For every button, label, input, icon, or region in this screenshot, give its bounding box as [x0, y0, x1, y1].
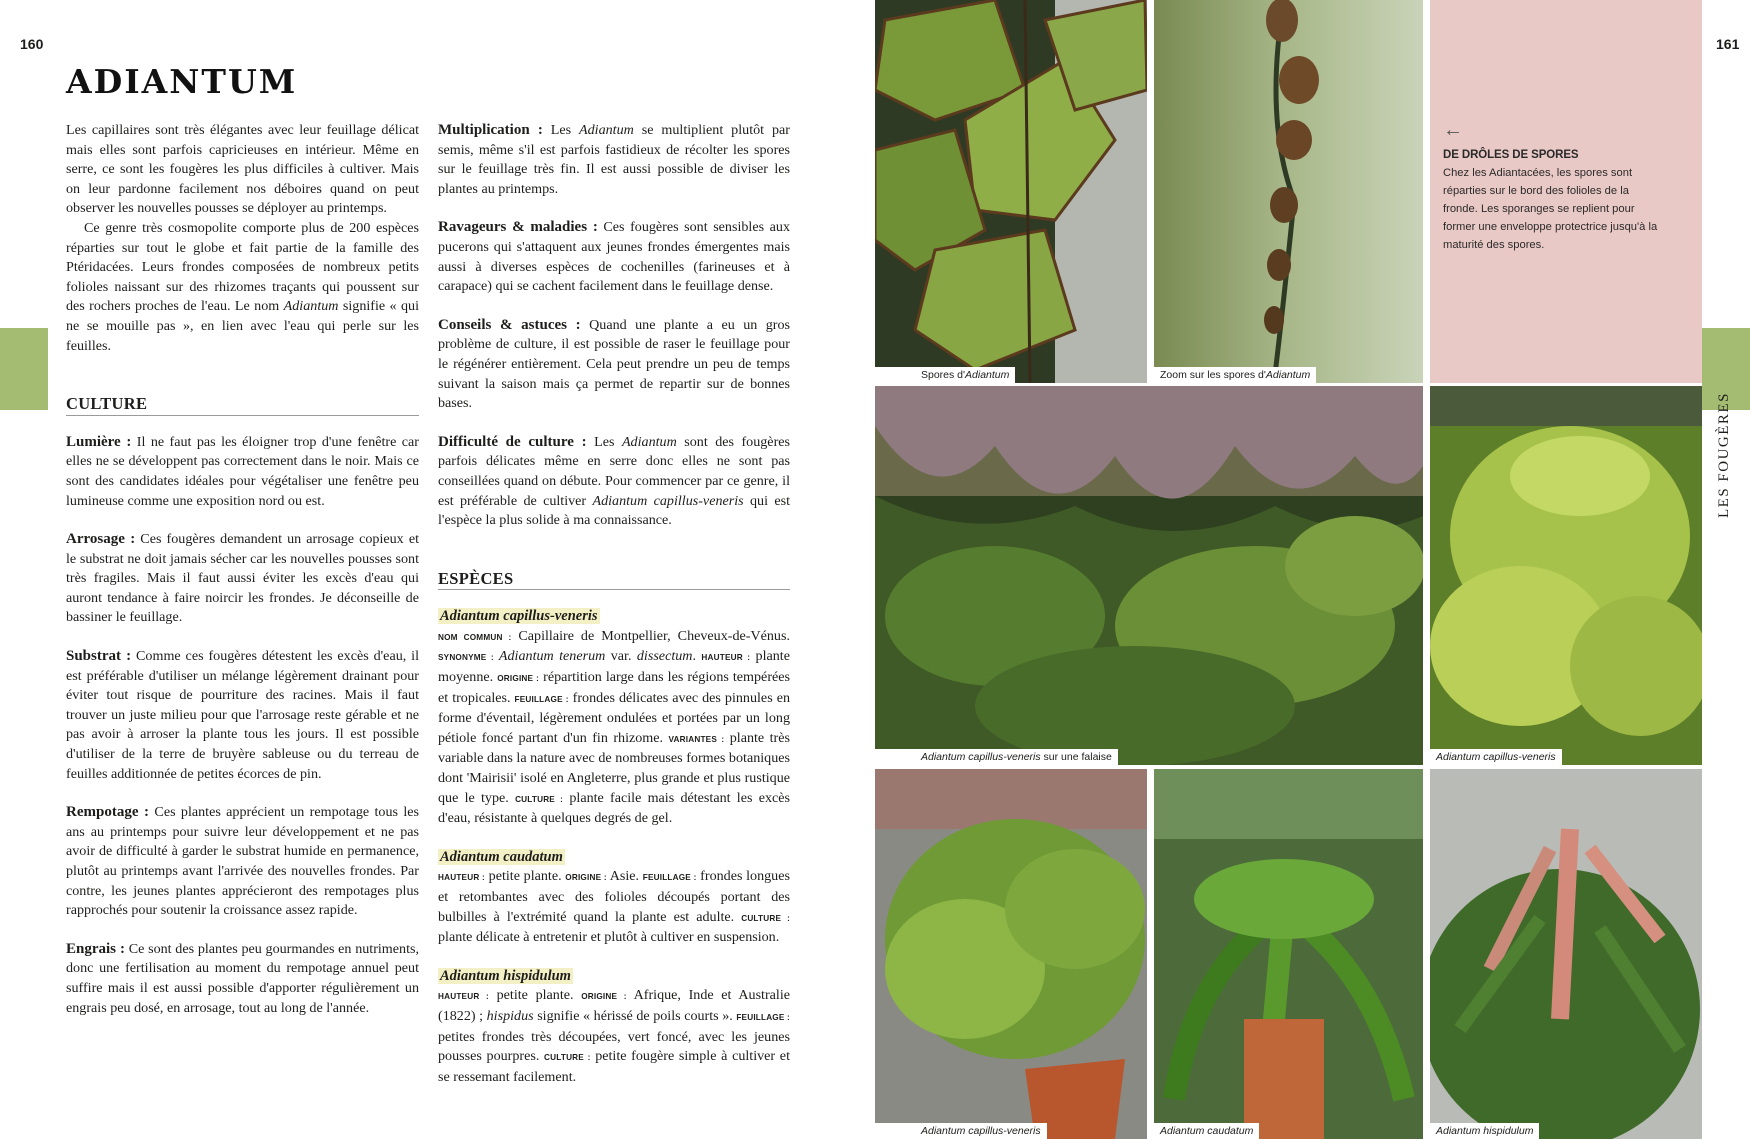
species-name: Adiantum hispidulum	[440, 967, 571, 984]
difficulte-text-c: qui est l'espèce la plus solide à ma connaissance.	[438, 492, 790, 529]
field-value: .	[692, 648, 702, 665]
photo-spores-zoom	[1154, 0, 1423, 383]
photo-cliff	[875, 386, 1423, 765]
middle-column	[438, 121, 790, 1087]
substrat-paragraph	[66, 647, 419, 784]
caption-species: Adiantum capillus-veneris	[1436, 751, 1556, 763]
page-title: ADIANTUM	[66, 62, 298, 101]
photo-capillus-veneris-2-image	[875, 769, 1147, 1139]
caption-genus: Adiantum	[1265, 369, 1311, 381]
field-label: FEUILLAGE :	[736, 1012, 790, 1022]
lumiere-paragraph	[66, 433, 419, 511]
field-value: plante délicate à entretenir et plutôt à cultiver en suspension.	[438, 929, 780, 946]
field-value: plante moyenne.	[438, 648, 790, 686]
ravageurs-label: Ravageurs & maladies :	[438, 219, 598, 236]
species-description	[438, 627, 790, 829]
field-label: HAUTEUR :	[438, 992, 489, 1002]
photo-spores-image	[875, 0, 1147, 383]
field-value: petite plante.	[488, 987, 582, 1004]
field-label: CULTURE :	[544, 1053, 591, 1063]
page-number-left: 160	[20, 36, 44, 52]
arrow-left-icon: ←	[1443, 119, 1463, 141]
intro-2-text: Ce genre très cosmopolite comporte plus de 200 espèces réparties sur tout le globe et fait partie de la famille des Ptéridacées. Leurs frondes composées de nombreux petits folioles naissant sur des rhizomes traçants qui poussent sur des rochers proches de l'eau. Le nom	[66, 219, 419, 315]
field-value: frondes longues et retombantes avec des folioles découpés portant des bulbilles à l'extrémité quand la plante est adulte.	[438, 868, 790, 925]
field-value: plante facile mais détestant les excès d'eau, résistante à quelques degrés de gel.	[438, 789, 790, 827]
field-value: Capillaire de Montpellier, Cheveux-de-Vénus.	[511, 627, 790, 644]
species-description	[438, 867, 790, 947]
engrais-text: Ce sont des plantes peu gourmandes en nutriments, donc une fertilisation au moment du rempotage annuel peut suffire mais il est aussi possible d'apporter régulièrement un engrais peu dosé, en arrosage, tout au long de l'année.	[66, 940, 419, 1016]
field-value: Afrique, Inde et Australie (1822) ;	[438, 987, 791, 1024]
difficulte-genus: Adiantum	[621, 433, 677, 450]
field-value: var.	[605, 648, 637, 665]
intro-2-genus: Adiantum	[283, 298, 339, 315]
photo-cliff-image	[875, 386, 1423, 765]
photo-caudatum	[1154, 769, 1423, 1139]
field-label: HAUTEUR :	[701, 653, 751, 663]
photo-spores	[875, 0, 1147, 383]
species-name: Adiantum capillus-veneris	[440, 608, 598, 625]
field-label: CULTURE :	[741, 913, 790, 923]
left-column	[66, 121, 419, 1018]
field-label: VARIANTES :	[668, 734, 725, 744]
photo-hispidulum-image	[1430, 769, 1702, 1139]
field-label: ORIGINE :	[581, 992, 627, 1002]
multiplication-paragraph	[438, 121, 790, 199]
caption-genus: Adiantum	[965, 369, 1010, 381]
caption-photo-spores	[875, 367, 1015, 383]
multiplication-genus: Adiantum	[579, 122, 634, 138]
chapter-side-label: LES FOUGÈRES	[1716, 392, 1732, 518]
chapter-tab-left	[0, 328, 48, 410]
difficulte-text-a: Les	[586, 433, 622, 450]
field-label: ORIGINE :	[565, 873, 607, 883]
field-value: petite fougère simple à cultiver et se ressemant facilement.	[438, 1048, 790, 1085]
intro-paragraph-1: Les capillaires sont très élégantes avec leur feuillage délicat mais elles sont parfois capricieuses en intérieur. Même en serre, ce sont les fougères les plus difficiles à cultiver. Mais on leur pardonne facilement nos déboires quand on peut observer les nouvelles pousses se déployer au printemps.	[66, 122, 419, 217]
lumiere-text: Il ne faut pas les éloigner trop d'une fenêtre car elles ne se développent pas correctement dans le noir. Mais ce sont des candidates idéales pour végétaliser une fenêtre peu lumineuse comme une exposition nord ou est.	[66, 433, 419, 509]
field-value: dissectum	[636, 648, 693, 665]
field-value: hispidus	[486, 1007, 534, 1024]
arrosage-paragraph	[66, 530, 419, 628]
caption-species: Adiantum caudatum	[1160, 1125, 1254, 1137]
field-value: signifie « hérissé de poils courts ».	[533, 1007, 737, 1024]
info-box-spores	[1430, 0, 1702, 383]
multiplication-text-a: Les	[542, 122, 580, 138]
intro-2-text-end: signifie « qui ne se mouille pas », en lien avec l'eau qui perle sur les feuilles.	[66, 298, 419, 354]
species-name: Adiantum caudatum	[440, 848, 563, 865]
difficulte-species: Adiantum capillus-veneris	[592, 492, 744, 509]
field-label: ORIGINE :	[497, 674, 540, 684]
field-label: HAUTEUR :	[438, 873, 485, 883]
intro-paragraph-2	[66, 219, 419, 356]
photo-capillus-veneris-2	[875, 769, 1147, 1139]
photo-caudatum-image	[1154, 769, 1423, 1139]
field-value: Adiantum tenerum	[493, 648, 606, 665]
substrat-text: Comme ces fougères détestent les excès d'eau, il est préférable d'utiliser un mélange légèrement drainant pour éviter tout risque de pourriture des racines. Mais il faut trouver un juste milieu pour que l'arrosage reste gérable et ne pas avoir à arroser la plante tous les jours. Il est possible d'utiliser de la terre de bruyère sableuse ou du terreau de feuilles additionnée de petites écorces de pin.	[66, 648, 419, 782]
multiplication-label: Multiplication :	[438, 122, 543, 138]
field-label: CULTURE :	[515, 794, 564, 804]
arrosage-label: Arrosage :	[66, 531, 136, 548]
photo-capillus-veneris-1	[1430, 386, 1702, 765]
lumiere-label: Lumière :	[66, 433, 132, 450]
caption-species: Adiantum capillus-veneris	[921, 751, 1041, 763]
conseils-text: Quand une plante a eu un gros problème de culture, il est possible de raser le feuillage pour le régénérer entièrement. Cela peut prendre un peu de temps suivant la saison mais ça permet de repartir sur de bonnes bases.	[438, 316, 790, 412]
field-label: NOM COMMUN :	[438, 632, 512, 642]
field-label: SYNONYME :	[438, 653, 494, 663]
especes-heading: ESPÈCES	[438, 569, 790, 591]
species-description	[438, 986, 790, 1087]
field-value: petites frondes très découpées, vert foncé, avec les jeunes pousses pourpres.	[438, 1028, 790, 1065]
culture-heading: CULTURE	[66, 394, 419, 416]
info-box-title: DE DRÔLES DE SPORES	[1443, 149, 1579, 161]
difficulte-paragraph	[438, 433, 790, 531]
substrat-label: Substrat :	[66, 648, 132, 665]
conseils-label: Conseils & astuces :	[438, 316, 581, 333]
caption-photo-hispidulum	[1430, 1123, 1539, 1139]
page-number-right: 161	[1716, 36, 1740, 52]
caption-photo-spores-zoom	[1154, 367, 1316, 383]
photo-capillus-veneris-1-image	[1430, 386, 1702, 765]
species-entry-hispidulum	[438, 967, 790, 987]
caption-photo-cliff	[875, 749, 1118, 765]
caption-photo-caudatum	[1154, 1123, 1259, 1139]
caption-species: Adiantum hispidulum	[1436, 1125, 1534, 1137]
difficulte-text-b: sont des fougères parfois délicates même en serre donc elles ne sont pas conseillées quand on débute. Pour commencer par ce genre, il est préférable de cultiver	[438, 433, 790, 509]
rempotage-paragraph	[66, 803, 419, 921]
field-value: Asie.	[606, 868, 643, 885]
info-box-text: Chez les Adiantacées, les spores sont réparties sur le bord des folioles de la fronde. Les sporanges se replient pour former une enveloppe protectrice jusqu'à la maturité des spores.	[1443, 167, 1658, 251]
field-value: frondes délicates avec des pinnules en forme d'éventail, légèrement ondulées et portées par un long pétiole foncé partant d'un fin rhizome.	[438, 689, 791, 746]
field-label: FEUILLAGE :	[642, 873, 697, 883]
multiplication-text-b: se multiplient plutôt par semis, même s'il est parfois fastidieux de récolter les spores sur le feuillage très fin. Il est aussi possible de diviser les plantes au printemps.	[438, 122, 790, 197]
ravageurs-text: Ces fougères sont sensibles aux pucerons qui s'attaquent aux jeunes frondes émergentes mais aussi à diverses espèces de cochenilles (farineuses et à carapace) qui se cachent facilement dans le feuillage dense.	[438, 219, 790, 295]
caption-text: Spores d'	[921, 369, 966, 381]
caption-species: Adiantum capillus-veneris	[921, 1125, 1041, 1137]
rempotage-label: Rempotage :	[66, 804, 150, 821]
arrosage-text: Ces fougères demandent un arrosage copieux et le substrat ne doit jamais sécher car les nouvelles pousses sont très fragiles. Mais il faut aussi éviter les excès d'eau qui auront tendance à faire noircir les frondes. Je déconseille de bassiner le feuillage.	[66, 531, 419, 626]
species-entry-caudatum	[438, 848, 790, 868]
engrais-paragraph	[66, 940, 419, 1018]
caption-photo-capillus-veneris-2	[875, 1123, 1047, 1139]
engrais-label: Engrais :	[66, 940, 125, 957]
caption-photo-capillus-veneris-1	[1430, 749, 1562, 765]
field-value: répartition large dans les régions tempérées et tropicales.	[438, 669, 791, 706]
ravageurs-paragraph	[438, 218, 790, 296]
rempotage-text: Ces plantes apprécient un rempotage tous les ans au printemps pour suivre leur développement et ne pas avoir de difficulté à garder le substrat humide en permanence, plutôt au printemps avant l'arrivée des nouvelles frondes. Par contre, les jeunes plantes apprécieront des rempotages plus rapprochés pour soutenir la croissance assez rapide.	[66, 804, 419, 919]
photo-hispidulum	[1430, 769, 1702, 1139]
field-value: petite plante.	[484, 868, 566, 885]
info-box-content	[1443, 120, 1665, 254]
field-value: plante très variable dans la nature avec de nombreuses formes botaniques dont 'Mairisii' isolé en Angleterre, plus grande et plus rustique que le type.	[438, 729, 790, 806]
species-entry-capillus-veneris	[438, 607, 790, 627]
field-label: FEUILLAGE :	[514, 694, 569, 704]
caption-text: Zoom sur les spores d'	[1160, 369, 1266, 381]
caption-text: sur une falaise	[1040, 751, 1112, 763]
conseils-paragraph	[438, 316, 790, 414]
photo-spores-zoom-image	[1154, 0, 1423, 383]
difficulte-label: Difficulté de culture :	[438, 433, 587, 450]
